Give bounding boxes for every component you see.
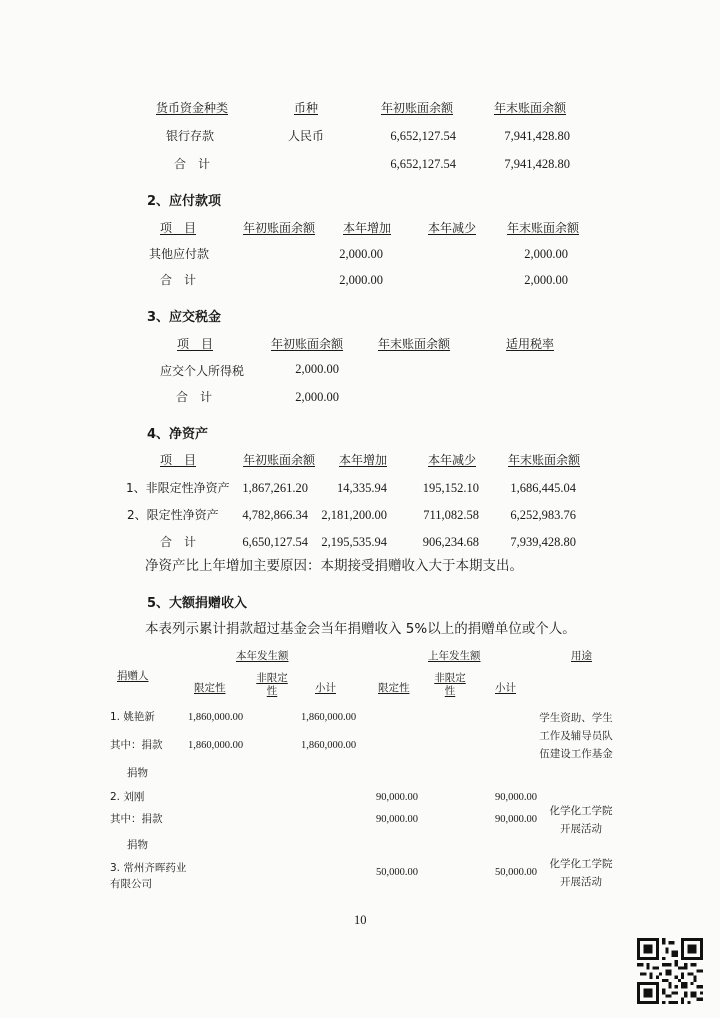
donation-usage-3: 化学化工学院开展活动 — [549, 858, 613, 888]
payables-header-end: 年末账面余额 — [507, 221, 580, 235]
donation-row-2-subtotal: 1,860,000.00 — [301, 740, 357, 751]
net-assets-total-label: 合 计 — [160, 535, 197, 549]
cash-total-begin: 6,652,127.54 — [390, 157, 456, 171]
donations-header-usage: 用途 — [571, 650, 592, 662]
cash-row-begin: 6,652,127.54 — [390, 129, 456, 143]
donations-header-prior-year: 上年发生额 — [428, 650, 481, 662]
net-assets-row-2-decrease: 711,082.58 — [423, 508, 479, 522]
taxes-row-name: 应交个人所得税 — [160, 364, 245, 378]
net-assets-total-decrease: 906,234.68 — [422, 535, 479, 549]
net-assets-total-begin: 6,650,127.54 — [242, 535, 308, 549]
net-assets-total-increase: 2,195,535.94 — [321, 535, 387, 549]
donations-intro: 本表列示累计捐款超过基金会当年捐赠收入 5%以上的捐赠单位或个人。 — [145, 621, 576, 637]
net-assets-header-increase: 本年增加 — [339, 453, 388, 467]
donations-header-current-year: 本年发生额 — [236, 650, 289, 662]
net-assets-row-1-decrease: 195,152.10 — [422, 481, 479, 495]
taxes-header-end: 年末账面余额 — [378, 337, 451, 351]
cash-row-end: 7,941,428.80 — [504, 129, 570, 143]
net-assets-note: 净资产比上年增加主要原因：本期接受捐赠收入大于本期支出。 — [145, 558, 523, 574]
payables-total-label: 合 计 — [160, 273, 197, 287]
donation-row-6-name: 捐物 — [127, 839, 148, 851]
donations-header-prior-unrestricted: 非限定性 — [434, 672, 466, 697]
payables-title: 2、应付款项 — [147, 194, 222, 209]
taxes-header-begin: 年初账面余额 — [271, 337, 344, 351]
cash-header-end: 年末账面余额 — [494, 101, 567, 115]
payables-header-item: 项 目 — [160, 221, 197, 235]
payables-row-end: 2,000.00 — [524, 247, 568, 261]
payables-row-name: 其他应付款 — [149, 247, 210, 261]
cash-header-begin: 年初账面余额 — [381, 101, 454, 115]
donation-row-7-prior-subtotal: 50,000.00 — [495, 867, 537, 878]
net-assets-header-begin: 年初账面余额 — [243, 453, 316, 467]
page-number: 10 — [354, 913, 367, 927]
taxes-header-rate: 适用税率 — [506, 337, 555, 351]
taxes-total-label: 合 计 — [176, 390, 213, 404]
taxes-total-begin: 2,000.00 — [295, 390, 339, 404]
net-assets-row-1-increase: 14,335.94 — [337, 481, 387, 495]
cash-total-label: 合 计 — [174, 157, 211, 171]
net-assets-header-end: 年末账面余额 — [508, 453, 581, 467]
donations-header-unrestricted: 非限定性 — [256, 672, 288, 697]
net-assets-row-2-begin: 4,782,866.34 — [242, 508, 308, 522]
taxes-row-begin: 2,000.00 — [295, 362, 339, 376]
net-assets-row-2-increase: 2,181,200.00 — [321, 508, 387, 522]
taxes-title: 3、应交税金 — [147, 310, 222, 325]
donation-row-1-subtotal: 1,860,000.00 — [301, 712, 357, 723]
donation-row-7-prior-restricted: 50,000.00 — [376, 867, 418, 878]
payables-header-begin: 年初账面余额 — [243, 221, 316, 235]
net-assets-row-2-end: 6,252,983.76 — [510, 508, 576, 522]
net-assets-title: 4、净资产 — [147, 427, 209, 442]
donation-row-4-prior-restricted: 90,000.00 — [376, 792, 418, 803]
donation-row-3-name: 捐物 — [127, 767, 148, 779]
donation-row-2-name: 其中：捐款 — [110, 739, 163, 751]
donations-header-prior-restricted: 限定性 — [378, 682, 410, 694]
net-assets-total-end: 7,939,428.80 — [510, 535, 576, 549]
donation-row-4-name: 2. 刘刚 — [110, 791, 145, 803]
donations-header-donor: 捐赠人 — [117, 670, 149, 682]
net-assets-row-2-name: 2、限定性净资产 — [127, 508, 219, 522]
donation-row-2-restricted: 1,860,000.00 — [188, 740, 244, 751]
donation-row-1-name: 1. 姚艳新 — [110, 711, 155, 723]
cash-header-type: 货币资金种类 — [156, 101, 229, 115]
donation-row-7-name: 3. 常州齐晖药业有限公司 — [110, 862, 187, 890]
payables-total-end: 2,000.00 — [524, 273, 568, 287]
donation-usage-2: 化学化工学院开展活动 — [549, 805, 613, 835]
payables-header-increase: 本年增加 — [343, 221, 392, 235]
cash-row-currency: 人民币 — [288, 129, 325, 143]
cash-header-currency: 币种 — [294, 101, 319, 115]
donations-header-prior-subtotal: 小计 — [495, 682, 516, 694]
donation-usage-1: 学生资助、学生工作及辅导员队伍建设工作基金 — [539, 712, 613, 760]
cash-row-name: 银行存款 — [166, 129, 215, 143]
net-assets-header-item: 项 目 — [160, 453, 197, 467]
donation-row-4-prior-subtotal: 90,000.00 — [495, 792, 537, 803]
donations-title: 5、大额捐赠收入 — [147, 596, 248, 611]
payables-row-increase: 2,000.00 — [339, 247, 383, 261]
taxes-header-item: 项 目 — [177, 337, 214, 351]
donation-row-5-name: 其中：捐款 — [110, 813, 163, 825]
donation-row-5-prior-restricted: 90,000.00 — [376, 814, 418, 825]
net-assets-header-decrease: 本年减少 — [428, 453, 477, 467]
donations-header-restricted: 限定性 — [194, 682, 226, 694]
payables-header-decrease: 本年减少 — [428, 221, 477, 235]
payables-total-increase: 2,000.00 — [339, 273, 383, 287]
qr-code-icon — [634, 938, 706, 1004]
donation-row-5-prior-subtotal: 90,000.00 — [495, 814, 537, 825]
net-assets-row-1-begin: 1,867,261.20 — [242, 481, 308, 495]
net-assets-row-1-name: 1、非限定性净资产 — [126, 481, 230, 495]
donation-row-1-restricted: 1,860,000.00 — [188, 712, 244, 723]
net-assets-row-1-end: 1,686,445.04 — [510, 481, 576, 495]
cash-total-end: 7,941,428.80 — [504, 157, 570, 171]
donations-header-subtotal: 小计 — [315, 682, 336, 694]
